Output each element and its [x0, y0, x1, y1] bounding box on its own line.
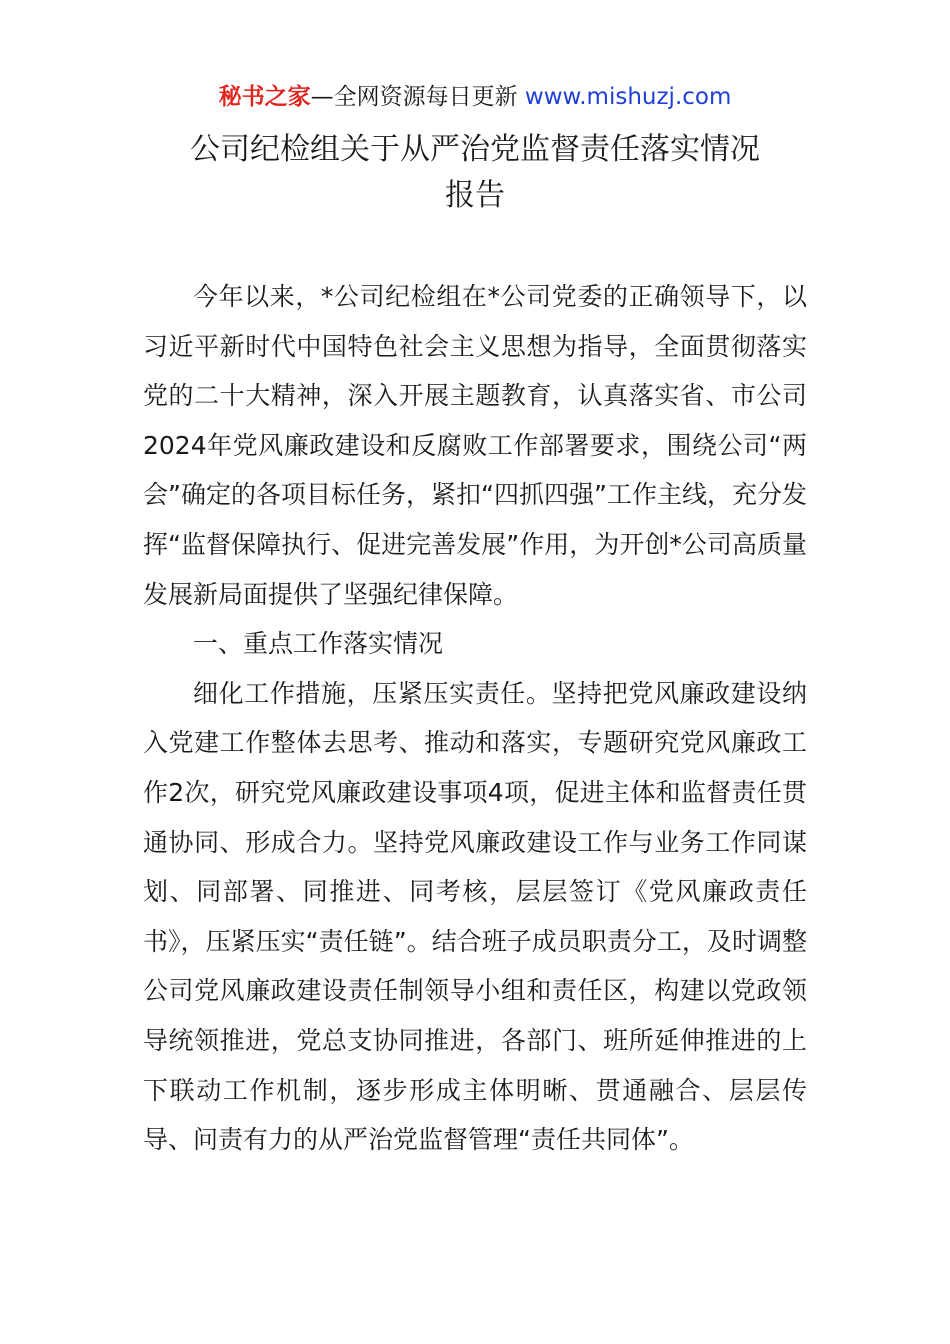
document-body	[143, 272, 807, 1165]
title-line-2: 报告	[445, 178, 505, 213]
body-paragraph: 细化工作措施，压紧压实责任。坚持把党风廉政建设纳入党建工作整体去思考、推动和落实，专题研究党风廉政工作2次，研究党风廉政建设事项4项，促进主体和监督责任贯通协同、形成合力。坚持党风廉政建设工作与业务工作同谋划、同部署、同推进、同考核，层层签订《党风廉政责任书》，压紧压实“责任链”。结合班子成员职责分工，及时调整公司党风廉政建设责任制领导小组和责任区，构建以党政领导统领推进，党总支协同推进，各部门、班所延伸推进的上下联动工作机制，逐步形成主体明晰、贯通融合、层层传导、问责有力的从严治党监督管理“责任共同体”。	[143, 678, 807, 1155]
section-heading: 一、重点工作落实情况	[193, 629, 444, 659]
site-header	[0, 80, 950, 114]
brand-name: 秘书之家	[218, 84, 311, 110]
header-tagline: —全网资源每日更新	[310, 84, 525, 110]
document-title	[0, 127, 950, 219]
title-line-1: 公司纪检组关于从严治党监督责任落实情况	[190, 132, 760, 167]
site-url-link[interactable]: www.mishuzj.com	[524, 84, 732, 110]
intro-paragraph: 今年以来，*公司纪检组在*公司党委的正确领导下，以习近平新时代中国特色社会主义思想为指导，全面贯彻落实党的二十大精神，深入开展主题教育，认真落实省、市公司2024年党风廉政建设和反腐败工作部署要求，围绕公司“两会”确定的各项目标任务，紧扣“四抓四强”工作主线，充分发挥“监督保障执行、促进完善发展”作用，为开创*公司高质量发展新局面提供了坚强纪律保障。	[143, 282, 807, 609]
